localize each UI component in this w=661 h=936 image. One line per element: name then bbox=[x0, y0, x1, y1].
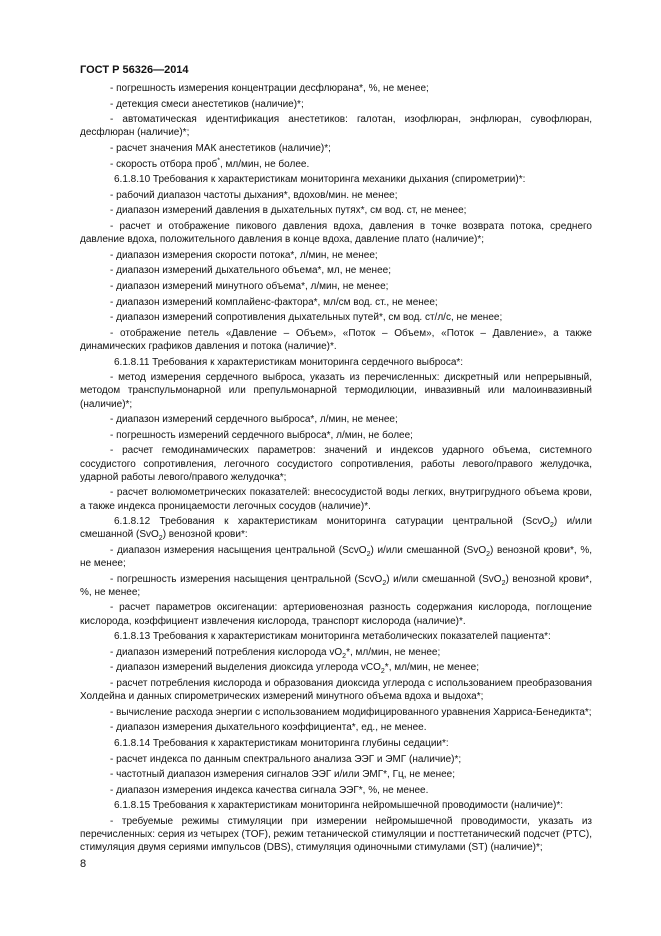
list-item: - расчет индекса по данным спектрального анализа ЭЭГ и ЭМГ (наличие)*; bbox=[110, 753, 462, 765]
list-item: - диапазон измерений выделения диоксида углерода vCO$_2$*, мл/мин, не менее; bbox=[110, 662, 479, 676]
section-heading: 6.1.8.15 Требования к характеристикам мониторинга нейромышечной проводимости (наличие)*: bbox=[114, 800, 564, 812]
list-item: - расчет волюмометрических показателей: внесосудистой воды легких, внутригрудного объема крови, а также индекса проницаемости легочных сосудов (наличие)*. bbox=[80, 487, 592, 512]
section-heading: 6.1.8.11 Требования к характеристикам мониторинга сердечного выброса*: bbox=[114, 356, 464, 368]
section-heading: 6.1.8.10 Требования к характеристикам мониторинга механики дыхания (спирометрии)*: bbox=[114, 174, 526, 186]
list-item: - скорость отбора проб*, мл/мин, не более. bbox=[110, 157, 310, 170]
list-item: - расчет значения МАК анестетиков (наличие)*; bbox=[110, 142, 331, 154]
list-item: - отображение петель «Давление – Объем», «Поток – Объем», «Поток – Давление», а также динамических графиков давления и потока (наличие)*. bbox=[80, 327, 592, 352]
list-item: - погрешность измерения концентрации десфлюрана*, %, не менее; bbox=[110, 83, 429, 94]
list-item: - детекция смеси анестетиков (наличие)*; bbox=[110, 98, 304, 110]
list-item: - диапазон измерений минутного объема*, л/мин, не менее; bbox=[110, 280, 389, 292]
list-item: - погрешность измерений сердечного выброса*, л/мин, не более; bbox=[110, 429, 413, 441]
document-body bbox=[80, 82, 592, 857]
list-item: - расчет и отображение пикового давления вдоха, давления в точке возврата потока, среднего давление вдоха, положительного давления в конце вдоха, давление плато (наличие)*; bbox=[80, 220, 592, 246]
page-number: 8 bbox=[80, 858, 87, 870]
list-item: - рабочий диапазон частоты дыхания*, вдохов/мин. не менее; bbox=[110, 189, 398, 201]
list-item: - диапазон измерений сердечного выброса*, л/мин, не менее; bbox=[110, 414, 398, 426]
list-item: - метод измерения сердечного выброса, указать из перечисленных: дискретный или непрерывный, методом транспульмонарной или препульмонарной термодилюции, инвазивный или малоинвазивный (наличие)*; bbox=[80, 372, 592, 410]
list-item: - диапазон измерения дыхательного коэффициента*, ед., не менее. bbox=[110, 722, 427, 734]
list-item: - диапазон измерения индекса качества сигнала ЭЭГ*, %, не менее. bbox=[110, 784, 429, 796]
list-item: - автоматическая идентификация анестетиков: галотан, изофлюран, энфлюран, сувофлюран, десфлюран (наличие)*; bbox=[80, 114, 592, 139]
section-heading: 6.1.8.12 Требования к характеристикам мониторинга сатурации центральной (ScvO$_2$) и/или смешанной (SvO$_2$) венозной крови*: bbox=[80, 516, 592, 543]
list-item: - требуемые режимы стимуляции при измерении нейромышечной проводимости, указать из перечисленных: серия из четырех (TOF), режим тетанической стимуляции и посттетанический подсчет (PTC), стимуляция двумя сериями импульсов (DBS), стимуляция одиночными стимулами (ST) (наличие)*; bbox=[80, 816, 592, 854]
section-heading: 6.1.8.13 Требования к характеристикам мониторинга метаболических показателей пациента*: bbox=[114, 631, 551, 643]
list-item: - диапазон измерения скорости потока*, л/мин, не менее; bbox=[110, 249, 378, 261]
list-item: - частотный диапазон измерения сигналов ЭЭГ и/или ЭМГ*, Гц, не менее; bbox=[110, 769, 455, 781]
section-heading: 6.1.8.14 Требования к характеристикам мониторинга глубины седации*: bbox=[114, 738, 449, 750]
list-item: - расчет параметров оксигенации: артериовенозная разность содержания кислорода, поглощение кислорода, коэффициент извлечения кислорода, транспорт кислорода (наличие)*. bbox=[80, 602, 592, 627]
document-header: ГОСТ Р 56326—2014 bbox=[80, 64, 189, 76]
list-item: - диапазон измерений комплайенс-фактора*, мл/см вод. ст., не менее; bbox=[110, 296, 438, 308]
list-item: - диапазон измерений сопротивления дыхательных путей*, см вод. ст/л/с, не менее; bbox=[110, 312, 503, 324]
list-item: - вычисление расхода энергии с использованием модифицированного уравнения Харриса-Бенедикта*; bbox=[110, 706, 592, 718]
list-item: - диапазон измерений потребления кислорода $vO_2*$, мл/мин, не менее; bbox=[110, 646, 441, 660]
list-item: - диапазон измерений дыхательного объема*, мл, не менее; bbox=[110, 265, 391, 277]
list-item: - погрешность измерения насыщения центральной (ScvO$_2$) и/или смешанной (SvO$_2$) венозной крови*, %, не менее; bbox=[80, 573, 592, 598]
list-item: - расчет потребления кислорода и образования диоксида углерода с использованием преобразования Холдейна и данных спирометрических измерений минутного объема вдоха и выдоха*; bbox=[80, 678, 592, 703]
list-item: - диапазон измерения насыщения центральной (ScvO$_2$) и/или смешанной (SvO$_2$) венозной крови*, %, не менее; bbox=[80, 544, 593, 570]
list-item: - расчет гемодинамических параметров: значений и индексов ударного объема, системного сосудистого сопротивления, легочного сосудистого сопротивления, работы левого/правого желудочка, ударной работы левого/правого желудочка*; bbox=[80, 445, 592, 483]
list-item: - диапазон измерений давления в дыхательных путях*, см вод. ст, не менее; bbox=[110, 205, 467, 217]
